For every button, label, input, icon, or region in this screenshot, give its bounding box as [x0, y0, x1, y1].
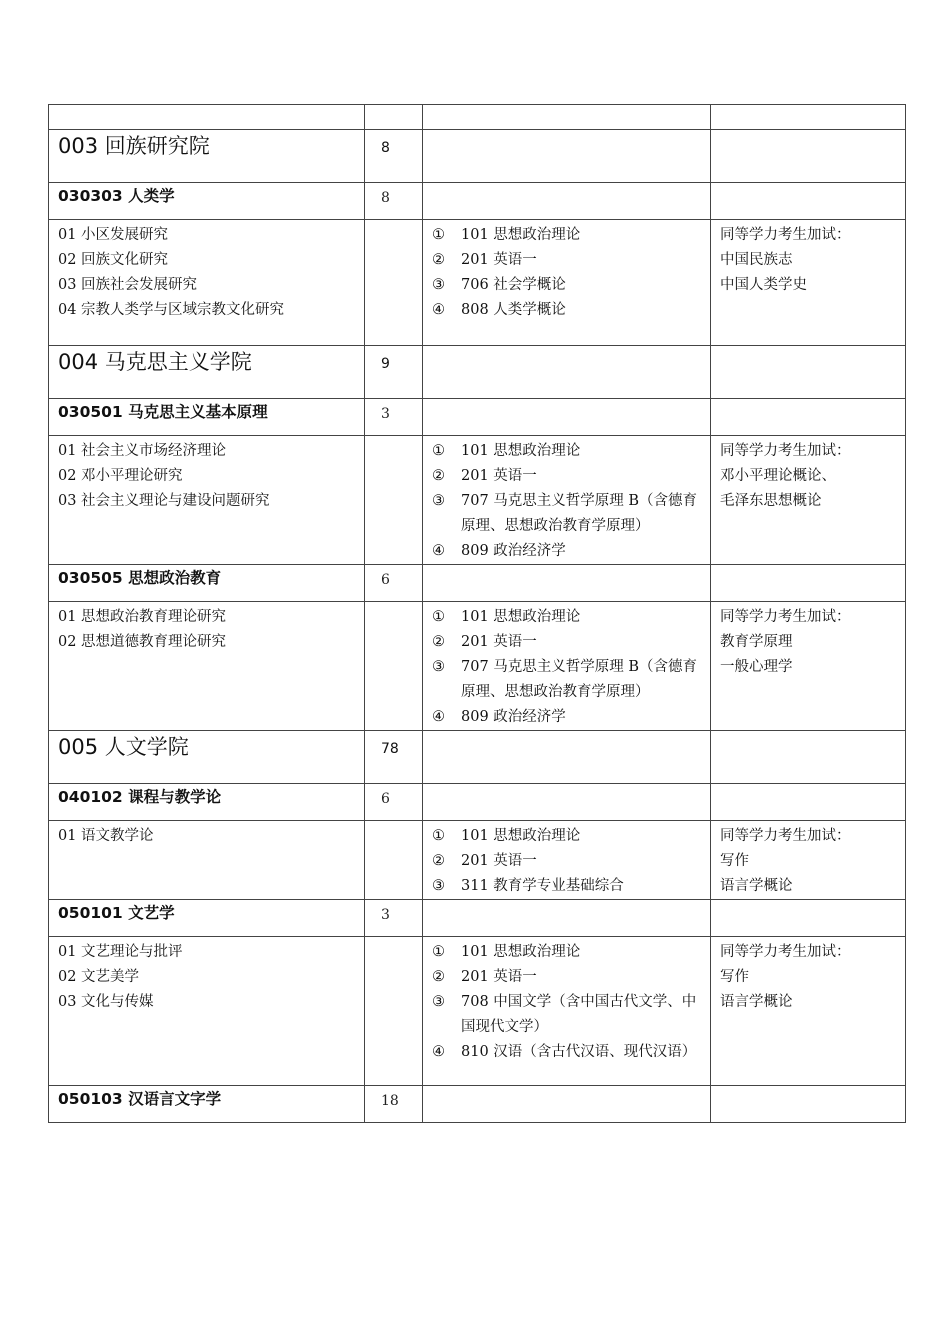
empty-cell [423, 1086, 711, 1123]
research-directions-list [49, 937, 364, 1015]
extra-exam-note: 毛泽东思想概论 [720, 493, 822, 509]
major-quota-cell [365, 784, 423, 821]
empty-cell [711, 346, 906, 399]
research-direction: 04 宗教人类学与区域宗教文化研究 [58, 302, 285, 318]
exam-subject-text: 201 英语一 [461, 969, 537, 985]
empty-cell [423, 784, 711, 821]
exam-number: ① [432, 609, 445, 625]
extra-exam-notes-cell [711, 436, 906, 565]
exam-subjects-cell [423, 821, 711, 900]
major-name-cell [49, 1086, 365, 1123]
catalog-body [49, 105, 906, 1123]
extra-exam-note: 同等学力考生加试： [720, 609, 851, 625]
exam-number: ① [432, 944, 445, 960]
major-quota-cell [365, 1086, 423, 1123]
extra-exam-notes-cell [711, 602, 906, 731]
empty-cell [423, 731, 711, 784]
empty-cell [711, 130, 906, 183]
research-direction: 02 思想道德教育理论研究 [58, 634, 227, 650]
major-name: 030501 马克思主义基本原理 [58, 403, 268, 421]
research-directions-list [49, 220, 364, 323]
exam-subject-text: 101 思想政治理论 [461, 944, 581, 960]
empty-cell [423, 130, 711, 183]
extra-exam-notes-cell [711, 937, 906, 1086]
school-row [49, 731, 906, 784]
exam-subject [432, 655, 702, 705]
exam-subjects-cell [423, 602, 711, 731]
exam-number: ③ [432, 878, 445, 894]
extra-exam-note: 语言学概论 [720, 994, 793, 1010]
extra-exam-notes [711, 937, 905, 1015]
extra-exam-notes [711, 220, 905, 298]
exam-subject [432, 1040, 702, 1065]
major-quota-cell [365, 183, 423, 220]
exam-number: ② [432, 634, 445, 650]
exam-number: ④ [432, 1044, 445, 1060]
major-name: 050103 汉语言文字学 [58, 1090, 222, 1108]
research-direction: 02 回族文化研究 [58, 252, 169, 268]
extra-exam-notes [711, 821, 905, 899]
exam-number: ① [432, 443, 445, 459]
exam-number: ④ [432, 302, 445, 318]
exam-number: ③ [432, 493, 445, 509]
research-directions-cell [49, 436, 365, 565]
empty-cell [365, 436, 423, 565]
empty-cell [423, 399, 711, 436]
exam-subject [432, 940, 702, 965]
exam-number: ② [432, 252, 445, 268]
school-name: 005 人文学院 [58, 735, 189, 759]
empty-cell [423, 900, 711, 937]
exam-subject [432, 248, 702, 273]
research-directions-cell [49, 821, 365, 900]
exam-subjects-cell [423, 937, 711, 1086]
extra-exam-notes [711, 602, 905, 680]
major-name: 030505 思想政治教育 [58, 569, 222, 587]
major-quota-cell [365, 900, 423, 937]
exam-number: ④ [432, 709, 445, 725]
exam-subject-text: 706 社会学概论 [461, 277, 566, 293]
major-name-cell [49, 784, 365, 821]
exam-number: ① [432, 828, 445, 844]
exam-subject-text: 809 政治经济学 [461, 709, 566, 725]
extra-exam-note: 邓小平理论概论、 [720, 468, 836, 484]
extra-exam-note: 同等学力考生加试： [720, 944, 851, 960]
research-directions-cell [49, 937, 365, 1086]
exam-number: ② [432, 853, 445, 869]
major-detail-row [49, 602, 906, 731]
research-directions-cell [49, 220, 365, 346]
school-quota: 8 [381, 140, 390, 156]
school-row [49, 346, 906, 399]
exam-subjects-list [423, 821, 710, 899]
major-quota-cell [365, 565, 423, 602]
major-name: 040102 课程与教学论 [58, 788, 222, 806]
exam-subject [432, 965, 702, 990]
research-direction: 02 文艺美学 [58, 969, 140, 985]
exam-subject [432, 273, 702, 298]
school-quota: 78 [381, 741, 399, 757]
exam-subject-text: 201 英语一 [461, 634, 537, 650]
research-directions-list [49, 821, 364, 849]
exam-subject-text: 809 政治经济学 [461, 543, 566, 559]
research-direction: 01 文艺理论与批评 [58, 944, 183, 960]
school-quota: 9 [381, 356, 390, 372]
school-row [49, 130, 906, 183]
exam-subject [432, 630, 702, 655]
research-directions-cell [49, 602, 365, 731]
research-direction: 01 社会主义市场经济理论 [58, 443, 227, 459]
major-name-cell [49, 900, 365, 937]
extra-exam-note: 同等学力考生加试： [720, 227, 851, 243]
exam-subjects-cell [423, 436, 711, 565]
exam-number: ① [432, 227, 445, 243]
major-quota: 3 [381, 907, 390, 923]
research-direction: 02 邓小平理论研究 [58, 468, 183, 484]
empty-cell [711, 900, 906, 937]
major-detail-row [49, 220, 906, 346]
extra-exam-note: 同等学力考生加试： [720, 443, 851, 459]
blank-cell [365, 105, 423, 130]
exam-subject [432, 489, 702, 539]
exam-subject-text: 101 思想政治理论 [461, 227, 581, 243]
extra-exam-notes-cell [711, 220, 906, 346]
exam-subject-text: 201 英语一 [461, 252, 537, 268]
exam-subject [432, 705, 702, 730]
extra-exam-notes [711, 436, 905, 514]
exam-number: ③ [432, 994, 445, 1010]
exam-subject [432, 849, 702, 874]
exam-subject-text: 707 马克思主义哲学原理 B（含德育原理、思想政治教育学原理） [461, 493, 698, 534]
extra-exam-note: 语言学概论 [720, 878, 793, 894]
major-name-cell [49, 183, 365, 220]
exam-subject-text: 708 中国文学（含中国古代文学、中国现代文学） [461, 994, 697, 1035]
empty-cell [711, 731, 906, 784]
extra-exam-note: 中国民族志 [720, 252, 793, 268]
major-row [49, 784, 906, 821]
empty-cell [423, 565, 711, 602]
major-name-cell [49, 565, 365, 602]
extra-exam-notes-cell [711, 821, 906, 900]
exam-number: ② [432, 468, 445, 484]
exam-subject-text: 201 英语一 [461, 853, 537, 869]
major-quota: 6 [381, 572, 390, 588]
school-name: 003 回族研究院 [58, 134, 210, 158]
exam-subject-text: 101 思想政治理论 [461, 828, 581, 844]
exam-subject-text: 201 英语一 [461, 468, 537, 484]
exam-subject [432, 605, 702, 630]
exam-subjects-list [423, 220, 710, 323]
major-detail-row [49, 937, 906, 1086]
exam-subject [432, 874, 702, 899]
empty-cell [365, 602, 423, 731]
research-direction: 01 思想政治教育理论研究 [58, 609, 227, 625]
exam-subject [432, 298, 702, 323]
major-name: 050101 文艺学 [58, 904, 175, 922]
major-name-cell [49, 399, 365, 436]
major-detail-row [49, 821, 906, 900]
extra-exam-note: 中国人类学史 [720, 277, 807, 293]
major-detail-row [49, 436, 906, 565]
school-name-cell [49, 130, 365, 183]
major-row [49, 900, 906, 937]
exam-subjects-cell [423, 220, 711, 346]
exam-subject [432, 223, 702, 248]
exam-subject [432, 990, 702, 1040]
major-row [49, 183, 906, 220]
major-quota: 8 [381, 190, 390, 206]
empty-cell [423, 346, 711, 399]
exam-number: ② [432, 969, 445, 985]
exam-subject-text: 311 教育学专业基础综合 [461, 878, 624, 894]
exam-subject-text: 808 人类学概论 [461, 302, 566, 318]
research-direction: 03 回族社会发展研究 [58, 277, 198, 293]
research-direction: 01 语文教学论 [58, 828, 154, 844]
blank-cell [423, 105, 711, 130]
extra-exam-note: 一般心理学 [720, 659, 793, 675]
empty-cell [365, 821, 423, 900]
empty-cell [423, 183, 711, 220]
exam-subjects-list [423, 937, 710, 1065]
school-quota-cell [365, 731, 423, 784]
research-direction: 03 文化与传媒 [58, 994, 154, 1010]
exam-number: ③ [432, 659, 445, 675]
school-name-cell [49, 731, 365, 784]
extra-exam-note: 同等学力考生加试： [720, 828, 851, 844]
major-row [49, 565, 906, 602]
empty-cell [711, 565, 906, 602]
blank-cell [49, 105, 365, 130]
major-quota: 3 [381, 406, 390, 422]
empty-cell [711, 183, 906, 220]
exam-subject-text: 810 汉语（含古代汉语、现代汉语） [461, 1044, 697, 1060]
school-name-cell [49, 346, 365, 399]
school-quota-cell [365, 346, 423, 399]
major-quota-cell [365, 399, 423, 436]
empty-cell [365, 220, 423, 346]
major-row [49, 1086, 906, 1123]
extra-exam-note: 写作 [720, 853, 749, 869]
exam-subject [432, 464, 702, 489]
exam-subjects-list [423, 602, 710, 730]
research-direction: 01 小区发展研究 [58, 227, 169, 243]
extra-exam-note: 教育学原理 [720, 634, 793, 650]
major-name: 030303 人类学 [58, 187, 175, 205]
major-quota: 18 [381, 1093, 399, 1109]
research-direction: 03 社会主义理论与建设问题研究 [58, 493, 270, 509]
exam-number: ③ [432, 277, 445, 293]
exam-subject [432, 824, 702, 849]
exam-number: ④ [432, 543, 445, 559]
research-directions-list [49, 436, 364, 514]
blank-cell [711, 105, 906, 130]
empty-cell [711, 1086, 906, 1123]
extra-exam-note: 写作 [720, 969, 749, 985]
exam-subject [432, 439, 702, 464]
major-row [49, 399, 906, 436]
exam-subject [432, 539, 702, 564]
admissions-catalog-table [48, 104, 906, 1123]
empty-cell [711, 399, 906, 436]
exam-subject-text: 101 思想政治理论 [461, 443, 581, 459]
major-quota: 6 [381, 791, 390, 807]
exam-subjects-list [423, 436, 710, 564]
exam-subject-text: 101 思想政治理论 [461, 609, 581, 625]
empty-cell [711, 784, 906, 821]
research-directions-list [49, 602, 364, 655]
school-quota-cell [365, 130, 423, 183]
header-blank-row [49, 105, 906, 130]
exam-subject-text: 707 马克思主义哲学原理 B（含德育原理、思想政治教育学原理） [461, 659, 698, 700]
school-name: 004 马克思主义学院 [58, 350, 252, 374]
empty-cell [365, 937, 423, 1086]
